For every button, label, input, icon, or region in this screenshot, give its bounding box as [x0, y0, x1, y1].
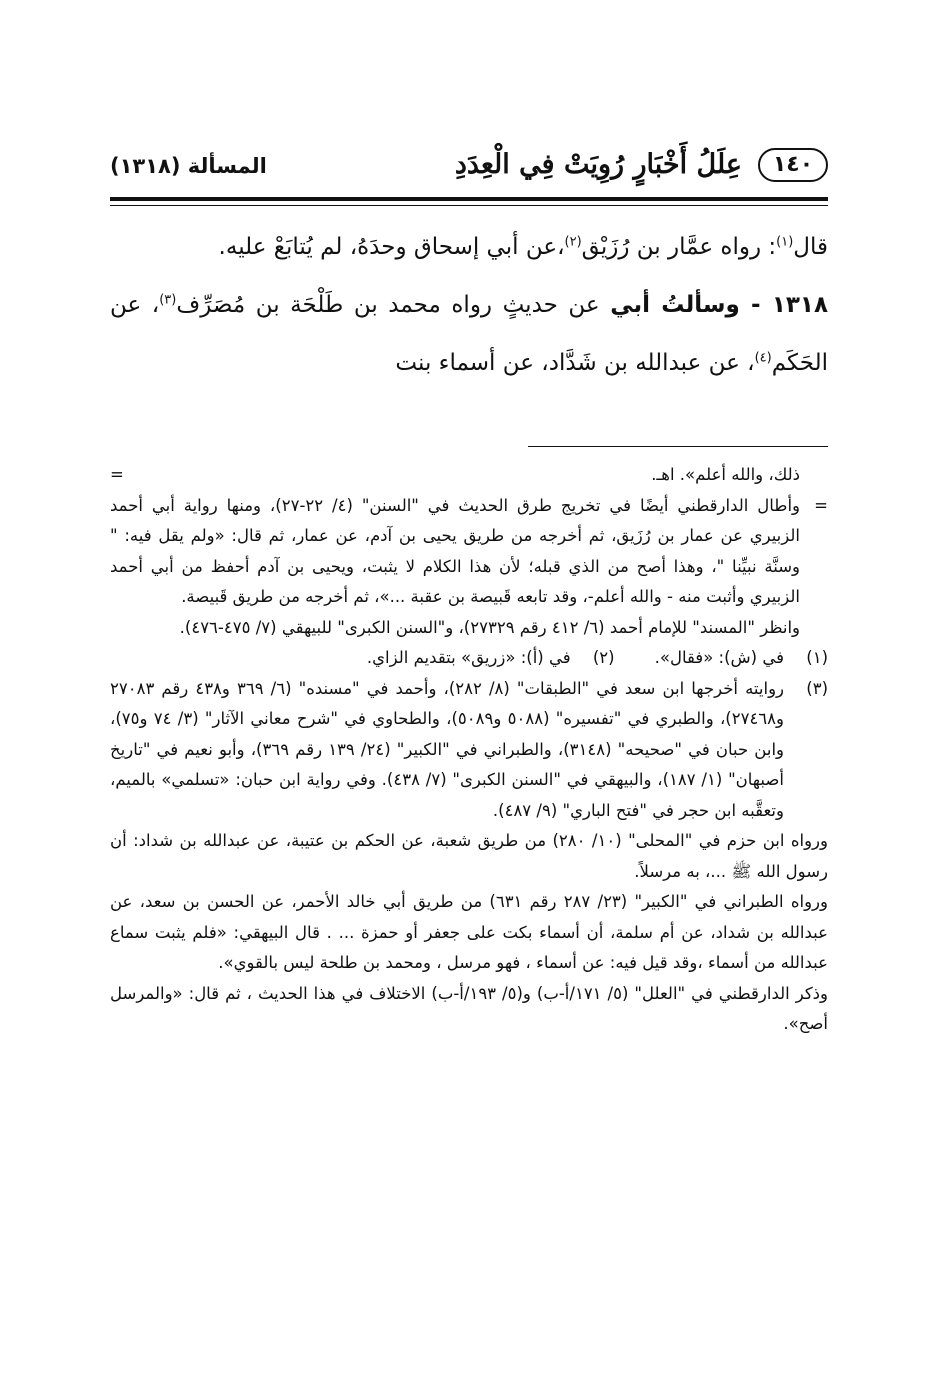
footnote-2	[367, 643, 615, 674]
footnote-text: في (ش): «فقال».	[654, 648, 784, 667]
continued-note-paragraph-2: وانظر "المسند" للإمام أحمد (٦/ ٤١٢ رقم ٢٧٣٢٩)، و"السنن الكبرى" للبيهقي (٧/ ٤٧٥-٤٧٦).	[179, 617, 800, 637]
issue-heading: ١٣١٨ - وسألتُ أبي	[610, 292, 828, 318]
header-rule-thick	[110, 197, 828, 201]
footnote-ref-1: (١)	[776, 234, 794, 250]
footnote-ref-3: (٣)	[159, 292, 177, 308]
page-header	[110, 146, 828, 186]
footnote-3-paragraph-3: ورواه الطبراني في "الكبير" (٢٣/ ٢٨٧ رقم ٦٣١) من طريق أبي خالد الأحمر، عن الحسن بن سعد، عن عبدالله بن شداد، عن أم سلمة، أن أسماء بكت على جعفر أو حمزة ... . قال البيهقي: «فلم يثبت سماع عبدالله من أسماء ،وقد قيل فيه: عن أسماء ، فهو مرسل ، ومحمد بن طلحة ليس بالقوي».	[110, 892, 828, 972]
footnote-number: (٣)	[806, 678, 828, 698]
header-rule-thin	[110, 205, 828, 206]
main-paragraph-1318	[110, 276, 828, 392]
footnotes-1-2	[110, 643, 828, 674]
issue-number: المسألة (١٣١٨)	[110, 154, 267, 178]
continuation-mark-start: =	[814, 495, 828, 515]
book-title: عِلَلُ أَخْبَارٍ رُوِيَتْ فِي الْعِدَدِ	[454, 149, 742, 180]
text-run: ، عن الحَكَم	[110, 292, 828, 376]
footnote-number: (١)	[806, 648, 828, 667]
continued-note-paragraph	[110, 491, 828, 613]
footnote-3-paragraph-4: وذكر الدارقطني في "العلل" (٥/ ١٧١/أ-ب) و(٥/ ١٩٣/أ-ب) الاختلاف في هذا الحديث ، ثم قال: «والمرسل أصح».	[110, 983, 828, 1033]
text-run: عن حديثٍ رواه محمد بن طَلْحَة بن مُصَرِّف	[176, 292, 611, 318]
footnote-3-paragraph-2: ورواه ابن حزم في "المحلى" (١٠/ ٢٨٠) من طريق شعبة، عن الحكم بن عتيبة، عن عبدالله بن شداد: أن رسول الله ﷺ ...، به مرسلاً.	[110, 831, 828, 881]
footnote-1	[655, 643, 828, 674]
continued-text: ذلك، والله أعلم». اهـ.	[651, 465, 800, 484]
footnote-text: في (أ): «زريق» بتقديم الزاي.	[366, 648, 571, 667]
continued-note-first-line	[110, 460, 828, 491]
footnote-3	[110, 674, 828, 827]
footnote-separator	[528, 446, 828, 447]
footnote-paragraph: روايته أخرجها ابن سعد في "الطبقات" (٨/ ٢٨٢)، وأحمد في "مسنده" (٦/ ٣٦٩ و٤٣٨ رقم ٢٧٠٨٣ و٢٧٤٦٨)، والطبري في "تفسيره" (٥٠٨٨ و٥٠٨٩)، والطحاوي في "شرح معاني الآثار" (٣/ ٧٤ و٧٥)، وابن حبان في "صحيحه" (٣١٤٨)، والطبراني في "الكبير" (٢٤/ ١٣٩ رقم ٣٦٩)، وأبو نعيم في "تاريخ أصبهان" (١/ ١٨٧)، والبيهقي في "السنن الكبرى" (٧/ ٤٣٨). وفي رواية ابن حبان: «تسلمي» بالميم، وتعقَّبه ابن حجر في "فتح الباري" (٩/ ٤٨٧).	[110, 678, 785, 820]
footnote-ref-2: (٢)	[564, 234, 582, 250]
main-paragraph-1	[110, 218, 828, 276]
text-run: ،عن أبي إسحاق وحدَهُ، لم يُتابَعْ عليه.	[218, 234, 565, 260]
page-number: ١٤٠	[758, 148, 828, 182]
continued-text: وأطال الدارقطني أيضًا في تخريج طرق الحديث في "السنن" (٤/ ٢٢-٢٧)، ومنها رواية أبي أحمد الزبيري عن عمار بن رُزَيق، ثم أخرجه من طريق يحيى بن آدم، عن عمار، ثم قال: «ولم يقل فيه: " وسنَّة نبيِّنا "، وهذا أصح من الذي قبله؛ لأن هذا الكلام لا يثبت، ويحيى بن آدم أحفظ من أبي أحمد الزبيري وأثبت منه - والله أعلم-، وقد تابعه قَبيصة بن عقبة ...»، ثم أخرجه من طريق قَبيصة.	[110, 495, 800, 606]
main-text	[110, 218, 828, 392]
footnote-ref-4: (٤)	[754, 350, 772, 366]
footnotes	[110, 460, 828, 1040]
text-run: : رواه عمَّار بن رُزَيْق	[581, 234, 777, 260]
footnote-number: (٢)	[592, 648, 615, 667]
text-run: ، عن عبدالله بن شَدَّاد، عن أسماء بنت	[395, 350, 755, 376]
text-run: قال	[793, 234, 828, 260]
continuation-mark-end: =	[110, 465, 124, 484]
